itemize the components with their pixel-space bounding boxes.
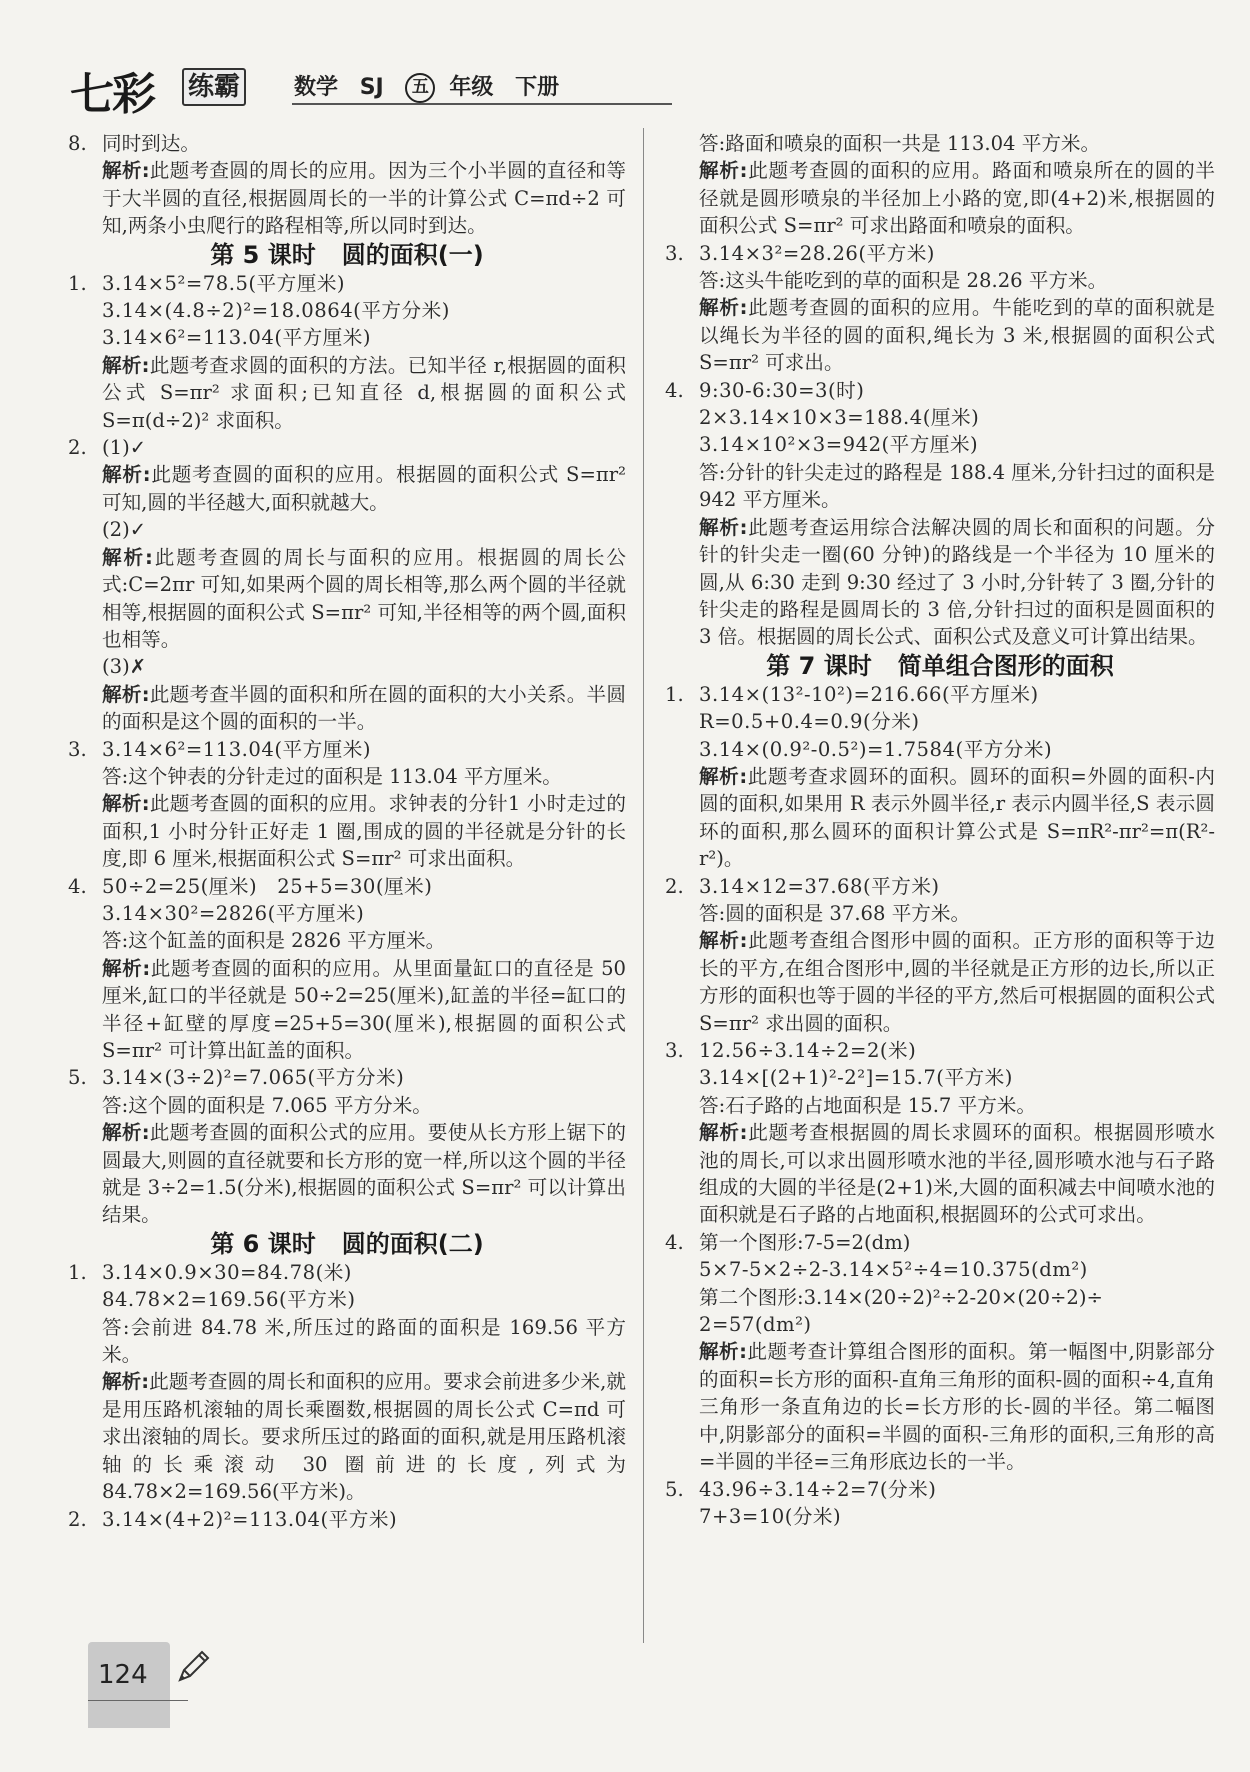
- l6-question-2: [68, 1506, 626, 1533]
- grade-suffix: 年级: [449, 75, 494, 100]
- analysis-label: 解析:: [699, 515, 748, 539]
- analysis-block: [665, 1119, 1215, 1229]
- l7-question-3: [665, 1037, 1215, 1119]
- calc-line: 3.14×6²=113.04(平方厘米): [102, 737, 372, 761]
- calc-line: 3.14×3²=28.26(平方米): [699, 241, 935, 265]
- question-number: 4.: [68, 874, 87, 898]
- calc-line: 12.56÷3.14÷2=2(米): [699, 1039, 917, 1062]
- lesson-number: 第 7 课时: [766, 651, 872, 680]
- question-number: 1.: [665, 682, 684, 706]
- analysis-label: 解析:: [102, 682, 150, 706]
- analysis-block: [68, 1368, 626, 1505]
- calc-line: 2×3.14×10×3=188.4(厘米): [699, 406, 980, 430]
- analysis-text: 此题考查组合图形中圆的面积。正方形的面积等于边长的平方,在组合图形中,圆的半径就是正方形的边长,所以正方形的面积也等于圆的半径的平方,然后可根据圆的面积公式 S=πr² 求出圆的面积。: [699, 929, 1216, 1035]
- l7-question-2: [665, 873, 1215, 928]
- volume-label: 下册: [515, 75, 560, 100]
- lesson-number: 第 5 课时: [210, 240, 316, 269]
- calc-line: 3.14×(0.9²-0.5²)=1.7584(平方分米): [699, 737, 1053, 761]
- calc-line: 3.14×0.9×30=84.78(米): [102, 1260, 352, 1284]
- analysis-label: 解析:: [102, 1121, 150, 1145]
- lesson-number: 第 6 课时: [210, 1229, 316, 1258]
- analysis-block: [665, 514, 1215, 651]
- calc-line: 3.14×12=37.68(平方米): [699, 874, 940, 898]
- question-number: 1.: [68, 271, 87, 295]
- l7-question-1: [665, 681, 1215, 763]
- grade-circle: 五: [405, 73, 435, 103]
- analysis-block: [665, 294, 1215, 376]
- analysis-label: 解析:: [699, 1121, 748, 1145]
- answer-text: 答:路面和喷泉的面积一共是 113.04 平方米。: [699, 132, 1101, 155]
- analysis-label: 解析:: [102, 956, 151, 980]
- analysis-text: 此题考查圆的面积的应用。从里面量缸口的直径是 50 厘米,缸口的半径就是 50÷2=25(厘米),缸盖的半径=缸口的半径+缸壁的厚度=25+5=30(厘米),根据圆的面积公式 S=πr² 可计算出缸盖的面积。: [102, 956, 626, 1062]
- analysis-text: 此题考查圆的面积的应用。求钟表的分针1 小时走过的面积,1 小时分针正好走 1 圈,围成的圆的半径就是分针的长度,即 6 厘米,根据面积公式 S=πr² 可求出面积。: [102, 792, 626, 871]
- calc-line: 3.14×5²=78.5(平方厘米): [102, 271, 346, 295]
- right-column: [665, 130, 1215, 1530]
- lesson-name: 简单组合图形的面积: [897, 651, 1114, 680]
- question-number: 2.: [68, 436, 87, 460]
- analysis-label: 解析:: [102, 159, 150, 183]
- l6-question-1: [68, 1259, 626, 1314]
- analysis-label: 解析:: [699, 1340, 747, 1364]
- calc-line: 3.14×6²=113.04(平方厘米): [102, 326, 372, 350]
- lesson-name: 圆的面积(二): [341, 1229, 484, 1258]
- calc-line: 2=57(dm²): [699, 1313, 812, 1337]
- analysis-block: [665, 157, 1215, 239]
- question-number: 1.: [68, 1260, 87, 1284]
- pencil-icon: [172, 1648, 212, 1688]
- analysis-text: 此题考查半圆的面积和所在圆的面积的大小关系。半圆的面积是这个圆的面积的一半。: [102, 682, 626, 734]
- l7-question-5: [665, 1476, 1215, 1531]
- question-number: 4.: [665, 378, 684, 402]
- analysis-label: 解析:: [699, 764, 748, 788]
- analysis-block: [68, 681, 626, 736]
- left-column: [68, 130, 626, 1533]
- calc-line: R=0.5+0.4=0.9(分米): [699, 710, 920, 734]
- calc-line: 5×7-5×2÷2-3.14×5²÷4=10.375(dm²): [699, 1258, 1088, 1282]
- analysis-block: [665, 927, 1215, 1037]
- analysis-text: 此题考查圆的面积的应用。牛能吃到的草的面积就是以绳长为半径的圆的面积,绳长为 3 米,根据圆的面积公式 S=πr² 可求出。: [699, 296, 1216, 375]
- analysis-text: 此题考查圆的周长的应用。因为三个小半圆的直径和等于大半圆的直径,根据圆周长的一半的计算公式 C=πd÷2 可知,两条小虫爬行的路程相等,所以同时到达。: [102, 159, 626, 238]
- header-rule: [292, 103, 672, 105]
- analysis-block: [68, 544, 626, 654]
- analysis-text: 此题考查求圆环的面积。圆环的面积=外圆的面积-内圆的面积,如果用 R 表示外圆半径,r 表示内圆半径,S 表示圆环的面积,那么圆环的面积计算公式是 S=πR²-πr²=π(R²- r²)。: [699, 764, 1215, 871]
- l6-question-3: [665, 240, 1215, 295]
- analysis-label: 解析:: [699, 929, 748, 953]
- question-number: 2.: [665, 874, 684, 898]
- edition-label: SJ: [359, 75, 384, 100]
- question-number: 5.: [68, 1066, 87, 1090]
- page-header: [62, 58, 622, 118]
- calc-line: 第二个图形:3.14×(20÷2)²÷2-20×(20÷2)÷: [699, 1285, 1103, 1309]
- answer-text: 答:分针的针尖走过的路程是 188.4 厘米,分针扫过的面积是 942 平方厘米。: [699, 460, 1215, 512]
- calc-line: 第一个图形:7-5=2(dm): [699, 1230, 911, 1254]
- analysis-text: 此题考查圆的周长和面积的应用。要求会前进多少米,就是用压路机滚轴的周长乘圈数,根据圆的周长公式 C=πd 可求出滚轴的周长。要求所压过的路面的面积,就是用压路机滚轴的长乘滚动 30 圈前进的长度,列式为 84.78×2=169.56(平方米)。: [102, 1370, 626, 1504]
- lesson-title-6: [68, 1229, 626, 1259]
- part-answer: (1)✓: [102, 436, 147, 460]
- question-number: 4.: [665, 1230, 684, 1254]
- answer-text: 答:会前进 84.78 米,所压过的路面的面积是 169.56 平方米。: [102, 1315, 626, 1367]
- analysis-label: 解析:: [699, 159, 748, 183]
- analysis-label: 解析:: [102, 1370, 150, 1394]
- analysis-label: 解析:: [102, 545, 153, 569]
- answer-text: 同时到达。: [102, 132, 200, 155]
- lesson-title-7: [665, 651, 1215, 681]
- calc-line: 3.14×30²=2826(平方厘米): [102, 901, 365, 925]
- answer-text: 答:这个缸盖的面积是 2826 平方厘米。: [102, 929, 446, 953]
- analysis-block: [665, 1338, 1215, 1475]
- calc-line: 9:30-6:30=3(时): [699, 378, 865, 402]
- question-number: 3.: [68, 737, 87, 761]
- l5-question-3: [68, 736, 626, 791]
- l6-question-4: [665, 377, 1215, 459]
- analysis-text: 此题考查运用综合法解决圆的周长和面积的问题。分针的针尖走一圈(60 分钟)的路线是一个半径为 10 厘米的圆,从 6:30 走到 9:30 经过了 3 小时,分针转了 3 圈,分针的针尖走的路程是圆周长的 3 倍,分针扫过的面积是圆面积的 3 倍。根据圆的周长公式、面积公式及意义可计算出结果。: [699, 515, 1216, 649]
- calc-line: 3.14×(4+2)²=113.04(平方米): [102, 1507, 398, 1531]
- question-number: 8.: [68, 132, 87, 155]
- calc-line: 3.14×10²×3=942(平方厘米): [699, 433, 979, 457]
- answer-text: 答:这个圆的面积是 7.065 平方分米。: [102, 1093, 432, 1117]
- calc-line: 3.14×(13²-10²)=216.66(平方厘米): [699, 682, 1039, 706]
- l7-question-4: [665, 1229, 1215, 1339]
- analysis-label: 解析:: [699, 296, 748, 320]
- footer-rule: [88, 1700, 188, 1701]
- brand-logo-brush: 七彩: [70, 69, 154, 120]
- analysis-label: 解析:: [102, 792, 150, 816]
- analysis-text: 此题考查圆的面积的应用。根据圆的面积公式 S=πr² 可知,圆的半径越大,面积就越大。: [102, 463, 626, 514]
- calc-line: 50÷2=25(厘米) 25+5=30(厘米): [102, 874, 433, 898]
- analysis-block: [68, 955, 626, 1065]
- analysis-text: 此题考查圆的面积的应用。路面和喷泉所在的圆的半径就是圆形喷泉的半径加上小路的宽,即(4+2)米,根据圆的面积公式 S=πr² 可求出路面和喷泉的面积。: [699, 159, 1216, 238]
- calc-line: 3.14×(4.8÷2)²=18.0864(平方分米): [102, 299, 450, 323]
- answer-text: 答:圆的面积是 37.68 平方米。: [699, 901, 971, 925]
- l5-question-2: [68, 434, 626, 461]
- part-answer: (3)✗: [102, 655, 147, 679]
- analysis-block: [68, 1119, 626, 1229]
- analysis-block: [665, 763, 1215, 873]
- column-divider: [643, 128, 644, 1643]
- question-number: 2.: [68, 1507, 87, 1531]
- book-info: [294, 70, 573, 103]
- calc-line: 7+3=10(分米): [699, 1504, 842, 1528]
- answer-text: 答:这头牛能吃到的草的面积是 28.26 平方米。: [699, 269, 1108, 293]
- part-answer: (2)✓: [102, 518, 147, 542]
- l5-question-4: [68, 873, 626, 955]
- analysis-text: 此题考查求圆的面积的方法。已知半径 r,根据圆的面积公式 S=πr² 求面积;已知直径 d,根据圆的面积公式 S=π(d÷2)² 求面积。: [102, 353, 626, 432]
- analysis-text: 此题考查根据圆的周长求圆环的面积。根据圆形喷水池的周长,可以求出圆形喷水池的半径,圆形喷水池与石子路组成的大圆的半径是(2+1)米,大圆的面积减去中间喷水池的面积就是石子路的占地面积,根据圆环的公式可求出。: [699, 1121, 1216, 1227]
- analysis-text: 此题考查圆的周长与面积的应用。根据圆的周长公式:C=2πr 可知,如果两个圆的周长相等,那么两个圆的半径就相等,根据圆的面积公式 S=πr² 可知,半径相等的两个圆,面积也相等。: [102, 545, 627, 651]
- analysis-block: [68, 790, 626, 872]
- answer-text: 答:石子路的占地面积是 15.7 平方米。: [699, 1093, 1036, 1117]
- calc-line: 43.96÷3.14÷2=7(分米): [699, 1477, 937, 1501]
- question-8: [68, 130, 626, 157]
- calc-line: 3.14×(3÷2)²=7.065(平方分米): [102, 1066, 405, 1090]
- lesson-name: 圆的面积(一): [341, 240, 484, 269]
- l5-question-5: [68, 1064, 626, 1119]
- l5-question-1: [68, 270, 626, 352]
- analysis-block: [68, 352, 626, 434]
- subject-label: 数学: [294, 75, 339, 100]
- brand-logo-box: 练霸: [182, 68, 246, 106]
- analysis-text: 此题考查计算组合图形的面积。第一幅图中,阴影部分的面积=长方形的面积-直角三角形的面积-圆的面积÷4,直角三角形一条直角边的长=长方形的长-圆的半径。第二幅图中,阴影部分的面积=半圆的面积-三角形的面积,三角形的高=半圆的半径=三角形底边长的一半。: [699, 1340, 1215, 1474]
- analysis-label: 解析:: [102, 463, 151, 487]
- calc-line: 84.78×2=169.56(平方米): [102, 1288, 356, 1312]
- question-number: 5.: [665, 1477, 684, 1501]
- question-number: 3.: [665, 1039, 684, 1062]
- page-number: 124: [98, 1660, 148, 1690]
- calc-line: 3.14×[(2+1)²-2²]=15.7(平方米): [699, 1066, 1013, 1090]
- analysis-text: 此题考查圆的面积公式的应用。要使从长方形上锯下的圆最大,则圆的直径就要和长方形的宽一样,所以这个圆的半径就是 3÷2=1.5(分米),根据圆的面积公式 S=πr² 可以计算出结果。: [102, 1121, 626, 1227]
- analysis-block: [68, 461, 626, 516]
- question-number: 3.: [665, 241, 684, 265]
- analysis-label: 解析:: [102, 353, 150, 377]
- answer-text: 答:这个钟表的分针走过的面积是 113.04 平方厘米。: [102, 764, 562, 788]
- lesson-title-5: [68, 240, 626, 270]
- analysis-block: [68, 157, 626, 239]
